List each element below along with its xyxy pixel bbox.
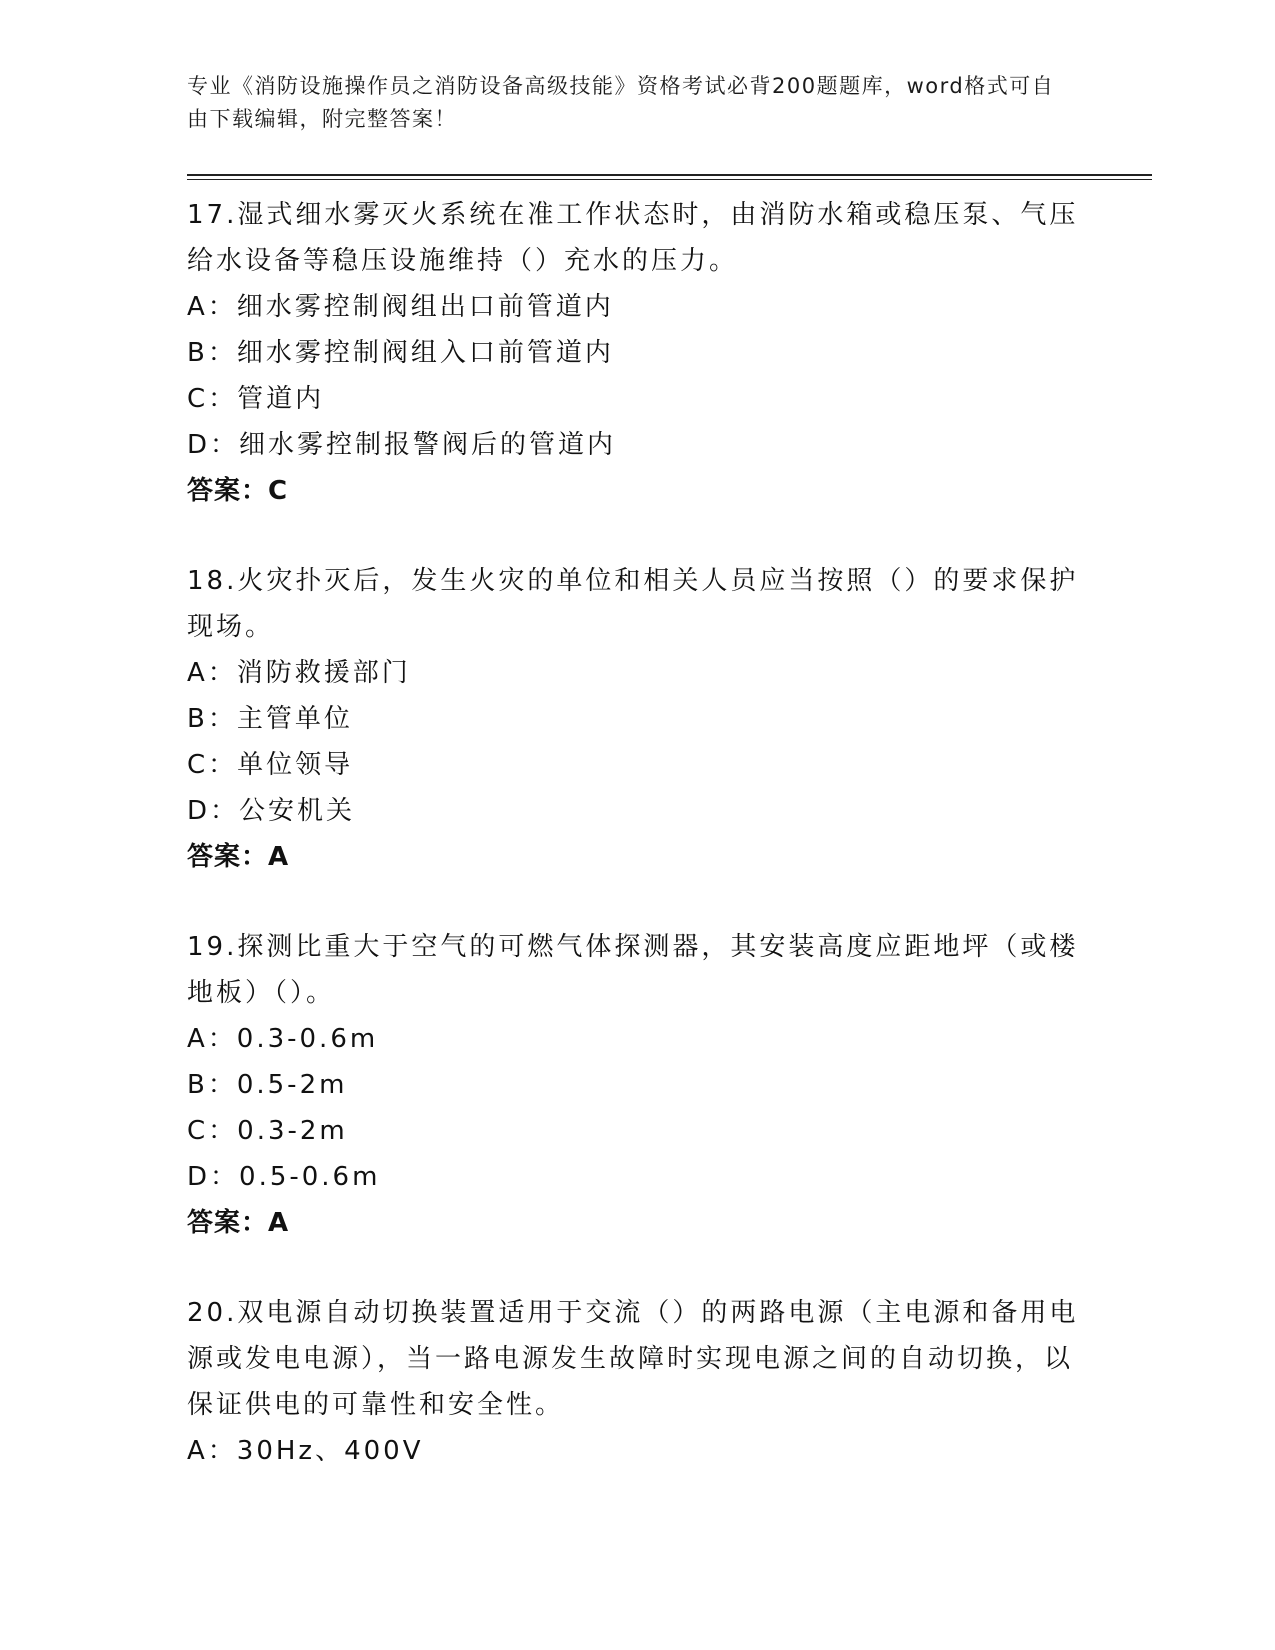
- option-b: B：细水雾控制阀组入口前管道内: [187, 338, 614, 368]
- question-19: [187, 924, 1152, 1246]
- answer: 答案：A: [187, 842, 290, 872]
- question-text: 17.湿式细水雾灭火系统在准工作状态时，由消防水箱或稳压泵、气压给水设备等稳压设施维持（）充水的压力。: [187, 200, 1079, 276]
- question-17: [187, 192, 1152, 514]
- option-c: C：管道内: [187, 384, 325, 414]
- question-text: 20.双电源自动切换装置适用于交流（）的两路电源（主电源和备用电源或发电电源），当一路电源发生故障时实现电源之间的自动切换，以保证供电的可靠性和安全性。: [187, 1298, 1079, 1420]
- header-divider: [187, 174, 1152, 176]
- answer: 答案：A: [187, 1208, 290, 1238]
- option-a: A：30Hz、400V: [187, 1436, 424, 1466]
- option-a: A：消防救援部门: [187, 658, 411, 688]
- option-c: C：单位领导: [187, 750, 354, 780]
- option-a: A：0.3-0.6m: [187, 1024, 379, 1054]
- option-d: D：0.5-0.6m: [187, 1162, 381, 1192]
- question-text: 18.火灾扑灭后，发生火灾的单位和相关人员应当按照（）的要求保护现场。: [187, 566, 1079, 642]
- question-text: 19.探测比重大于空气的可燃气体探测器，其安装高度应距地坪（或楼地板）（）。: [187, 932, 1079, 1008]
- option-c: C：0.3-2m: [187, 1116, 348, 1146]
- option-b: B：0.5-2m: [187, 1070, 348, 1100]
- document-header: 专业《消防设施操作员之消防设备高级技能》资格考试必背200题题库，word格式可自由下载编辑，附完整答案！: [187, 74, 1055, 131]
- option-b: B：主管单位: [187, 704, 353, 734]
- document-page: [187, 70, 1152, 1474]
- option-d: D：细水雾控制报警阀后的管道内: [187, 430, 617, 460]
- answer: 答案：C: [187, 476, 289, 506]
- option-d: D：公安机关: [187, 796, 356, 826]
- question-20: [187, 1290, 1152, 1474]
- question-18: [187, 558, 1152, 880]
- option-a: A：细水雾控制阀组出口前管道内: [187, 292, 614, 322]
